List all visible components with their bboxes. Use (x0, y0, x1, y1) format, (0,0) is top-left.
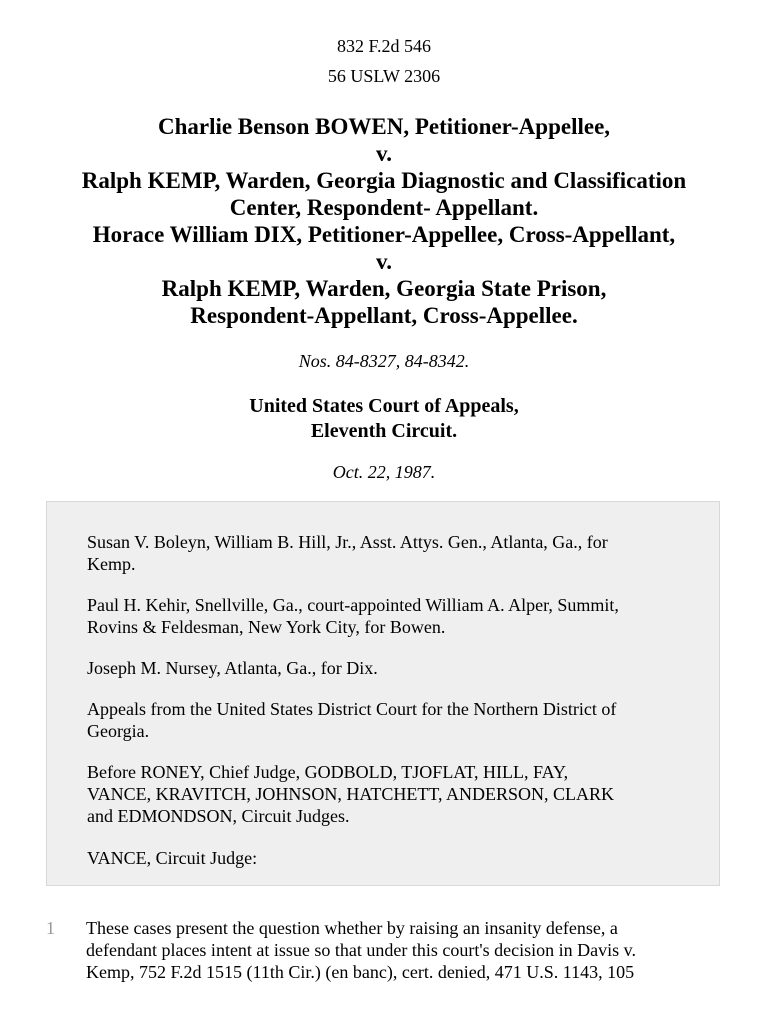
origin-line: Appeals from the United States District Court for the Northern District of (87, 699, 617, 719)
panel-line: VANCE, KRAVITCH, JOHNSON, HATCHETT, ANDERSON, CLARK (87, 784, 615, 804)
counsel-line: Joseph M. Nursey, Atlanta, Ga., for Dix. (87, 658, 378, 678)
paragraph-line: These cases present the question whether by raising an insanity defense, a (86, 918, 618, 938)
paragraph-line: Kemp, 752 F.2d 1515 (11th Cir.) (en banc), cert. denied, 471 U.S. 1143, 105 (86, 962, 635, 982)
authoring-judge: VANCE, Circuit Judge: (87, 848, 258, 868)
caption-line: Horace William DIX, Petitioner-Appellee, Cross-Appellant, (92, 222, 676, 247)
caption-line: Center, Respondent- Appellant. (229, 195, 539, 220)
counsel-box (46, 501, 720, 886)
court-name (0, 394, 768, 444)
uslw-citation: 56 USLW 2306 (327, 66, 441, 86)
counsel-line: Kemp. (87, 554, 136, 574)
panel-line: Before RONEY, Chief Judge, GODBOLD, TJOFLAT, HILL, FAY, (87, 762, 569, 782)
counsel-line: Susan V. Boleyn, William B. Hill, Jr., Asst. Attys. Gen., Atlanta, Ga., for (87, 532, 608, 552)
caption-line: v. (376, 141, 392, 166)
caption-line: Ralph KEMP, Warden, Georgia State Prison, (161, 276, 607, 301)
counsel-line: Paul H. Kehir, Snellville, Ga., court-appointed William A. Alper, Summit, (87, 595, 619, 615)
appeal-origin (87, 698, 687, 742)
docket-numbers: Nos. 84-8327, 84-8342. (298, 351, 470, 371)
decision-date: Oct. 22, 1987. (332, 462, 436, 482)
paragraph-line: defendant places intent at issue so that under this court's decision in Davis v. (86, 940, 636, 960)
court-name-line: Eleventh Circuit. (310, 420, 458, 442)
court-name-line: United States Court of Appeals, (249, 395, 519, 417)
origin-line: Georgia. (87, 721, 150, 741)
caption-line: v. (376, 249, 392, 274)
paragraph-number: 1 (46, 918, 55, 938)
panel-line: and EDMONDSON, Circuit Judges. (87, 806, 350, 826)
counsel-bowen (87, 594, 687, 638)
counsel-dix (87, 657, 687, 679)
caption-line: Charlie Benson BOWEN, Petitioner-Appellee, (157, 114, 611, 139)
case-caption (20, 113, 748, 329)
caption-line: Respondent-Appellant, Cross-Appellee. (190, 303, 578, 328)
reporter-citation: 832 F.2d 546 (336, 36, 432, 56)
paragraph-text (86, 917, 706, 983)
panel-judges (87, 761, 687, 827)
caption-line: Ralph KEMP, Warden, Georgia Diagnostic and Classification (81, 168, 687, 193)
counsel-kemp (87, 531, 687, 575)
counsel-line: Rovins & Feldesman, New York City, for Bowen. (87, 617, 446, 637)
